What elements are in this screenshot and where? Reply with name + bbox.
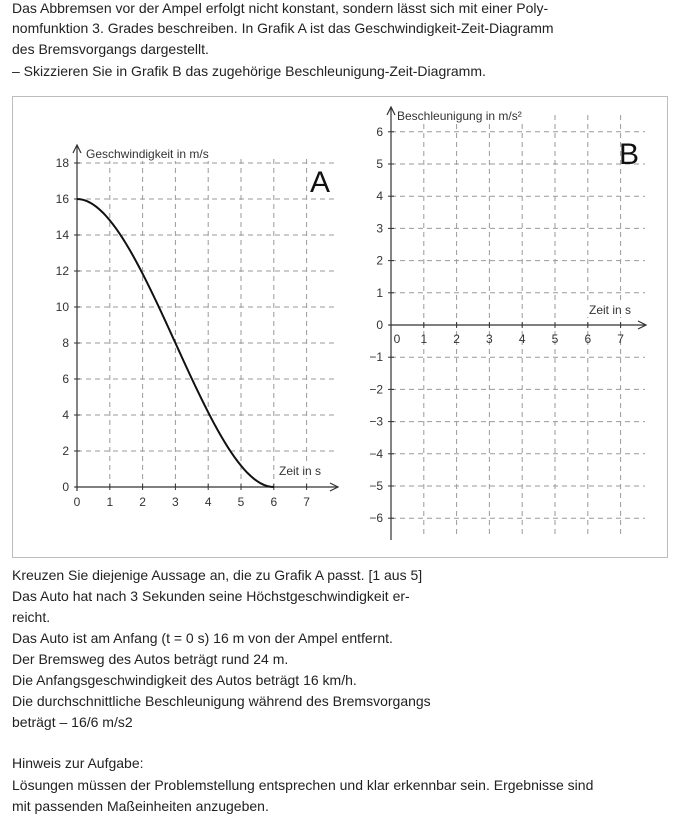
chart-a-y-tick-label: 14 [55, 228, 69, 242]
chart-b-y-tick-label: 5 [376, 157, 383, 171]
answer-option: Die durchschnittliche Beschleunigung während des Bremsvorgangs [12, 693, 431, 709]
answer-option: Die Anfangsgeschwindigkeit des Autos beträgt 16 km/h. [12, 672, 357, 688]
chart-a-x-tick-label: 5 [237, 495, 245, 509]
chart-b-y-tick-label: 4 [376, 189, 383, 204]
figure-box [12, 96, 668, 558]
chart-a-x-tick-label: 7 [303, 495, 310, 509]
chart-b-y-tick-label: −4 [369, 446, 383, 461]
chart-b-y-tick-label: 1 [376, 285, 383, 300]
intro-line: – Skizzieren Sie in Grafik B das zugehörige Beschleunigung-Zeit-Diagramm. [12, 63, 486, 79]
chart-a-y-tick-label: 10 [55, 300, 69, 314]
figure-charts [13, 97, 667, 557]
chart-b-x-tick-label: 5 [551, 332, 559, 346]
chart-a-y-tick-label: 8 [62, 336, 69, 350]
hint-title: Hinweis zur Aufgabe: [12, 755, 144, 771]
chart-a-x-tick-label: 0 [73, 495, 81, 509]
chart-b-ylabel: Beschleunigung in m/s² [397, 109, 522, 123]
chart-b-x-tick-label: 7 [617, 332, 624, 346]
intro-line: Das Abbremsen vor der Ampel erfolgt nicht konstant, sondern lässt sich mit einer Poly- [12, 0, 549, 16]
chart-a-y-tick-label: 18 [55, 156, 69, 170]
chart-a-y-tick-label: 6 [62, 372, 69, 386]
chart-a-xlabel: Zeit in s [279, 464, 322, 478]
question-prompt: Kreuzen Sie diejenige Aussage an, die zu Grafik A passt. [1 aus 5] [12, 567, 423, 583]
chart-a-x-tick-label: 4 [204, 495, 212, 509]
chart-a-panel-label: A [309, 166, 331, 199]
intro-line: des Bremsvorgangs dargestellt. [12, 41, 209, 57]
chart-a-x-tick-label: 3 [172, 495, 179, 509]
chart-b-x-tick-label: 4 [518, 332, 526, 346]
chart-b-y-tick-label: −5 [369, 479, 383, 493]
chart-a-ylabel: Geschwindigkeit in m/s [86, 147, 209, 161]
chart-b-y-tick-label: 6 [376, 124, 383, 139]
chart-a-y-tick-label: 4 [62, 408, 69, 422]
answer-option: Das Auto hat nach 3 Sekunden seine Höchstgeschwindigkeit er- [12, 588, 410, 604]
chart-b-x-tick-label: 3 [486, 332, 493, 346]
chart-a-y-tick-label: 12 [55, 264, 69, 278]
chart-a-y-tick-label: 0 [62, 480, 69, 494]
chart-b-y-tick-label: −3 [369, 414, 383, 429]
intro-line: nomfunktion 3. Grades beschreiben. In Grafik A ist das Geschwindigkeit-Zeit-Diagramm [12, 20, 554, 36]
hint-line: Lösungen müssen der Problemstellung entsprechen und klar erkennbar sein. Ergebnisse sind [12, 777, 594, 793]
hint-line: mit passenden Maßeinheiten anzugeben. [12, 798, 269, 814]
chart-b-y-tick-label: −6 [369, 511, 383, 526]
chart-b-xlabel: Zeit in s [589, 303, 632, 317]
chart-a-x-tick-label: 1 [106, 495, 114, 509]
answer-option: Das Auto ist am Anfang (t = 0 s) 16 m von der Ampel entfernt. [12, 630, 393, 646]
chart-a-y-tick-label: 16 [55, 192, 69, 206]
chart-b-y-tick-label: 2 [376, 253, 383, 268]
chart-b-x-tick-label: 0 [393, 332, 401, 346]
chart-a-x-tick-label: 2 [139, 495, 146, 509]
chart-b-y-tick-label: 0 [376, 318, 383, 332]
answer-option: reicht. [12, 609, 51, 625]
answer-option: beträgt – 16/6 m/s2 [12, 714, 133, 730]
answer-option: Der Bremsweg des Autos beträgt rund 24 m. [12, 651, 289, 667]
chart-a-y-tick-label: 2 [62, 444, 69, 458]
chart-b-y-tick-label: −1 [369, 350, 383, 365]
chart-b-x-tick-label: 2 [453, 332, 460, 346]
chart-b-x-tick-label: 6 [584, 332, 592, 346]
chart-b-panel-label: B [618, 138, 640, 171]
chart-b-y-tick-label: 3 [376, 221, 383, 236]
chart-a-x-tick-label: 6 [270, 495, 278, 509]
chart-b-y-tick-label: −2 [369, 382, 383, 397]
chart-b-x-tick-label: 1 [420, 332, 428, 346]
